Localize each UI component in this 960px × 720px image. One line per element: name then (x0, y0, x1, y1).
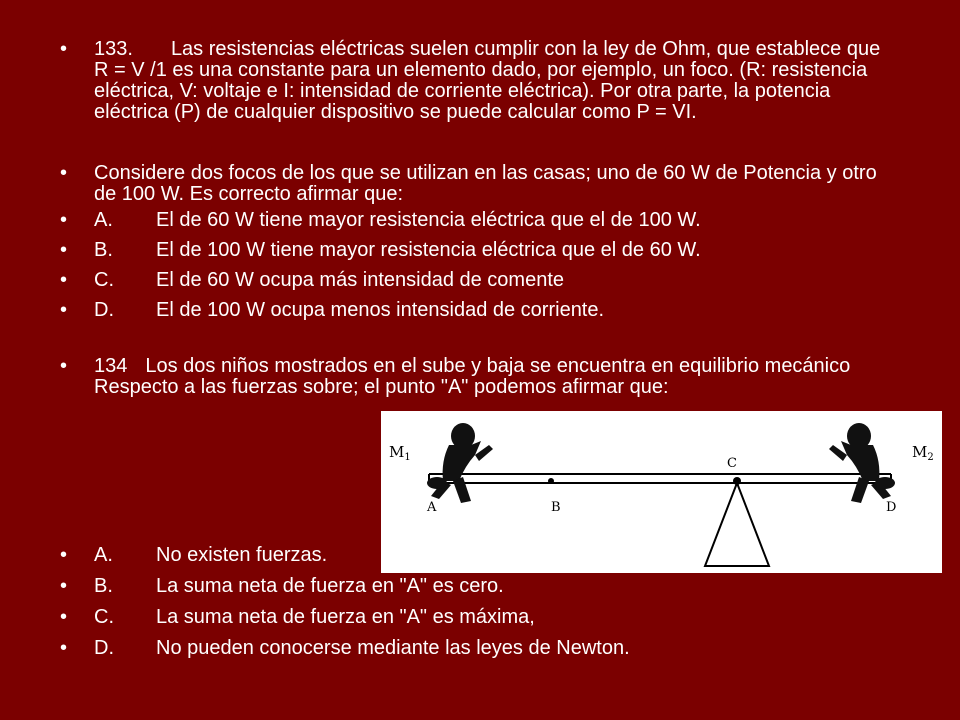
bullet: • (60, 575, 68, 597)
seesaw-diagram (381, 411, 942, 573)
option-text: La suma neta de fuerza en "A" es cero. (156, 575, 504, 597)
q133-statement: Las resistencias eléctricas suelen cumplir con la ley de Ohm, que establece que R = V /1 es una constante para un elemento dado, por ejemplo, un foco. (R: resistencia eléctrica, V: voltaje e I: intensidad de corriente eléctrica). Por otra parte, la potencia eléctrica (P) de cualquier dispositivo se puede calcular como P = VI. (94, 38, 881, 123)
bullet: • (60, 299, 68, 321)
label-a: A (427, 500, 437, 515)
label-b: B (551, 500, 561, 515)
child-right-silhouette (829, 423, 895, 503)
q134-number: 134 (94, 355, 128, 377)
option-letter: D. (94, 637, 114, 659)
bullet: • (60, 606, 68, 628)
option-text: La suma neta de fuerza en "A" es máxima, (156, 606, 535, 628)
bullet: • (60, 269, 68, 291)
bullet: • (60, 209, 68, 231)
option-letter: D. (94, 299, 114, 321)
option-letter: C. (94, 269, 114, 291)
label-d: D (886, 500, 897, 515)
option-letter: A. (94, 544, 113, 566)
q133-number: 133. (94, 38, 133, 60)
option-text: No pueden conocerse mediante las leyes de Newton. (156, 637, 630, 659)
bullet: • (60, 637, 68, 659)
q133-text (94, 39, 884, 123)
label-m2: $M_2$ (912, 443, 934, 463)
bullet: • (60, 544, 68, 566)
child-left-silhouette (427, 423, 493, 503)
q133-prompt-text: Considere dos focos de los que se utilizan en las casas; uno de 60 W de Potencia y otro de 100 W. Es correcto afirmar que: (94, 162, 877, 205)
option-text: El de 60 W ocupa más intensidad de comente (156, 269, 565, 291)
bullet: • (60, 355, 68, 377)
option-text: El de 100 W ocupa menos intensidad de corriente. (156, 299, 605, 321)
option-text: No existen fuerzas. (156, 544, 328, 566)
option-letter: B. (94, 239, 113, 261)
seesaw-figure (381, 411, 942, 573)
option-text: El de 100 W tiene mayor resistencia eléctrica que el de 60 W. (156, 239, 701, 261)
label-m1: $M_1$ (389, 443, 411, 463)
q134-text (94, 356, 894, 398)
pivot-point (733, 477, 741, 485)
option-letter: B. (94, 575, 113, 597)
bullet: • (60, 162, 68, 184)
option-text: El de 60 W tiene mayor resistencia eléctrica que el de 100 W. (156, 209, 701, 231)
point-b-marker (548, 478, 554, 484)
fulcrum (705, 483, 769, 566)
option-letter: C. (94, 606, 114, 628)
bullet: • (60, 239, 68, 261)
label-c: C (727, 456, 737, 471)
bullet: • (60, 38, 68, 60)
option-letter: A. (94, 209, 113, 231)
q134-statement: Los dos niños mostrados en el sube y baja se encuentra en equilibrio mecánico Respecto a las fuerzas sobre; el punto "A" podemos afirmar que: (94, 355, 851, 398)
